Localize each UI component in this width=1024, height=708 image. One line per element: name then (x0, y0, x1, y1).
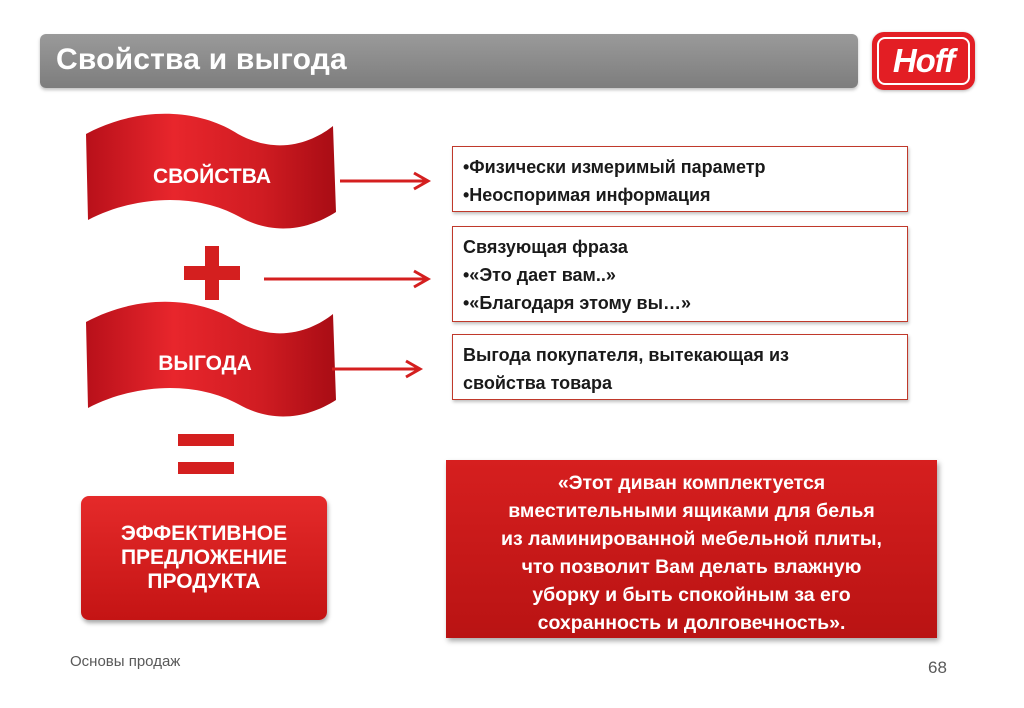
arrow-right-icon (264, 268, 432, 290)
hoff-logo (872, 32, 975, 90)
benefit-box (452, 334, 908, 400)
linking-item: •«Это дает вам..» (463, 265, 616, 285)
quote-line: из ламинированной мебельной плиты, (501, 528, 882, 550)
properties-box (452, 146, 908, 212)
benefit-flag-label: ВЫГОДА (158, 352, 252, 375)
effective-offer-box (81, 496, 327, 620)
plus-icon-vertical (205, 246, 219, 300)
linking-phrase-box (452, 226, 908, 322)
linking-heading: Связующая фраза (463, 237, 628, 257)
properties-flag-label: СВОЙСТВА (153, 165, 271, 188)
logo-text: Hoff (877, 37, 970, 85)
quote-line: сохранность и долговечность». (537, 612, 846, 634)
example-quote-box (446, 460, 937, 638)
quote-line: уборку и быть спокойным за его (532, 584, 851, 606)
page-number: 68 (928, 658, 947, 677)
offer-line: ПРЕДЛОЖЕНИЕ (120, 546, 288, 569)
offer-line: ПРОДУКТА (147, 570, 261, 593)
equals-icon (178, 434, 234, 446)
slide-title: Свойства и выгода (56, 43, 347, 76)
quote-line: вместительными ящиками для белья (508, 500, 875, 522)
footer-course-name: Основы продаж (70, 653, 181, 670)
properties-item: •Физически измеримый параметр (463, 157, 766, 177)
benefit-line: Выгода покупателя, вытекающая из (463, 345, 789, 365)
equals-icon-lower (178, 462, 234, 474)
properties-item: •Неоспоримая информация (463, 185, 711, 205)
quote-line: что позволит Вам делать влажную (521, 556, 862, 578)
benefit-line: свойства товара (463, 373, 612, 393)
arrow-right-icon (340, 170, 432, 192)
offer-line: ЭФФЕКТИВНОЕ (120, 522, 288, 545)
linking-item: •«Благодаря этому вы…» (463, 293, 691, 313)
quote-line: «Этот диван комплектуется (557, 472, 826, 494)
arrow-right-icon (332, 358, 424, 380)
